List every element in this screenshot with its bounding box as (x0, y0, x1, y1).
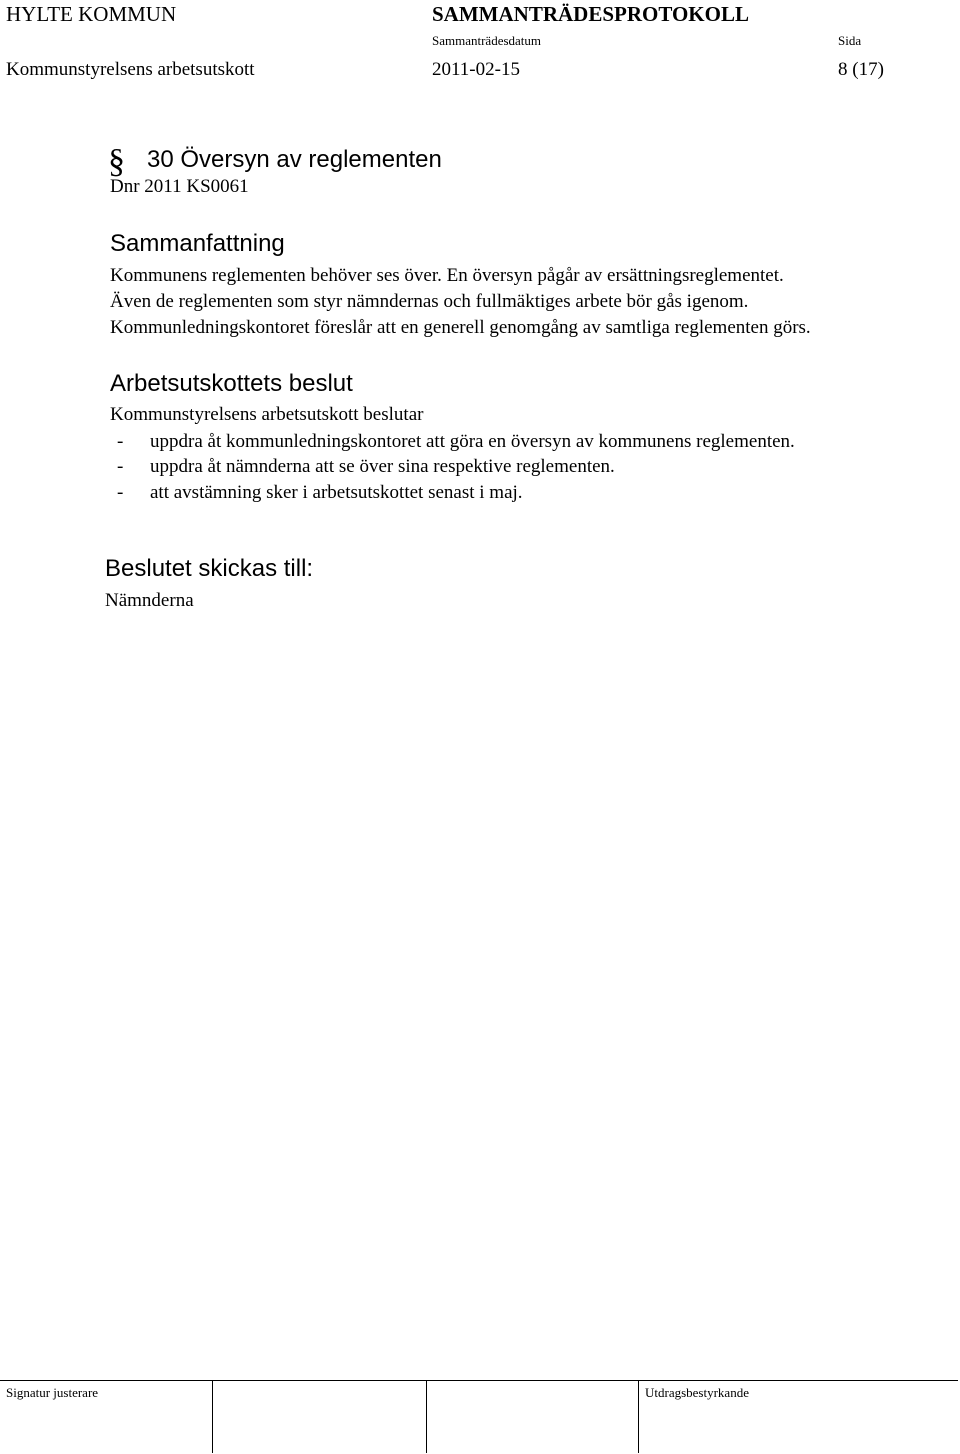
item-title-row (147, 146, 442, 174)
meeting-date: 2011-02-15 (432, 59, 520, 80)
summary-heading: Sammanfattning (110, 230, 285, 257)
bullet-dash: - (117, 431, 124, 452)
footer-divider (426, 1381, 427, 1453)
bullet-text: uppdra åt nämnderna att se över sina respektive reglementen. (150, 456, 615, 477)
bullet-dash: - (117, 482, 124, 503)
meeting-date-label: Sammanträdesdatum (432, 33, 542, 48)
summary-line: Kommunens reglementen behöver ses över. En översyn pågår av ersättningsreglementet. (110, 265, 784, 286)
committee-name: Kommunstyrelsens arbetsutskott (6, 59, 255, 80)
decision-bullet (117, 480, 523, 506)
page-number: 8 (17) (838, 59, 884, 80)
page-label: Sida (838, 33, 862, 48)
section-symbol: § (108, 143, 125, 180)
decision-bullet (117, 429, 795, 455)
summary-text (110, 263, 930, 341)
extract-certification-label: Utdragsbestyrkande (645, 1385, 749, 1400)
bullet-text: uppdra åt kommunledningskontoret att göra en översyn av kommunens reglementen. (150, 431, 795, 452)
document-type: SAMMANTRÄDESPROTOKOLL (432, 2, 749, 26)
bullet-dash: - (117, 456, 124, 477)
item-title: Översyn av reglementen (180, 146, 442, 173)
decision-intro: Kommunstyrelsens arbetsutskott beslutar (110, 404, 424, 425)
item-number: 30 (147, 146, 174, 173)
decision-heading: Arbetsutskottets beslut (110, 370, 353, 397)
summary-line: Även de reglementen som styr nämndernas och fullmäktiges arbete bör gås igenom. (110, 291, 749, 312)
signature-label: Signatur justerare (6, 1385, 99, 1400)
summary-line: Kommunledningskontoret föreslår att en generell genomgång av samtliga reglementen görs. (110, 317, 811, 338)
bullet-text: att avstämning sker i arbetsutskottet senast i maj. (150, 482, 523, 503)
sent-to-heading: Beslutet skickas till: (105, 555, 314, 582)
signature-footer (0, 1380, 958, 1453)
diary-number: Dnr 2011 KS0061 (110, 176, 249, 197)
sent-to-recipient: Nämnderna (105, 590, 194, 611)
footer-divider (638, 1381, 639, 1453)
footer-divider (212, 1381, 213, 1453)
org-name: HYLTE KOMMUN (6, 2, 177, 26)
decision-bullet (117, 454, 615, 480)
